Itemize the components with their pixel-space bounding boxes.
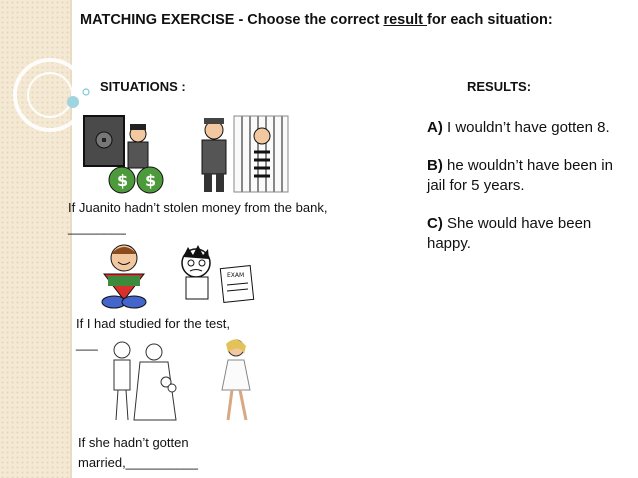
worried-boy-exam-image (176, 243, 258, 305)
results-list (427, 118, 627, 272)
page-title: MATCHING EXERCISE - Choose the correct result for each situation: (80, 12, 553, 28)
situations-header: SITUATIONS : (100, 79, 186, 94)
happy-boy-image (94, 242, 154, 310)
situation-1: If Juanito hadn’t stolen money from the bank, ________ (68, 200, 328, 235)
bride-and-groom-image (100, 338, 184, 426)
situation-2: If I had studied for the test, ___ (76, 316, 230, 351)
result-c: C) She would have been happy. (427, 215, 592, 252)
woman-image (212, 338, 262, 424)
results-header: RESULTS: (467, 79, 532, 94)
dollar-sign-right: $ (145, 171, 157, 190)
dollar-sign-left: $ (117, 171, 129, 190)
police-and-prisoner-image (192, 112, 292, 197)
result-b: B) he wouldn’t have been in jail for 5 years. (427, 157, 613, 194)
exam-paper-label: EXAM (227, 272, 245, 279)
situation-3: If she hadn’t gotten married,__________ (78, 435, 198, 470)
robber-with-safe-image (80, 112, 170, 197)
result-a: A) I wouldn’t have gotten 8. (427, 119, 610, 136)
